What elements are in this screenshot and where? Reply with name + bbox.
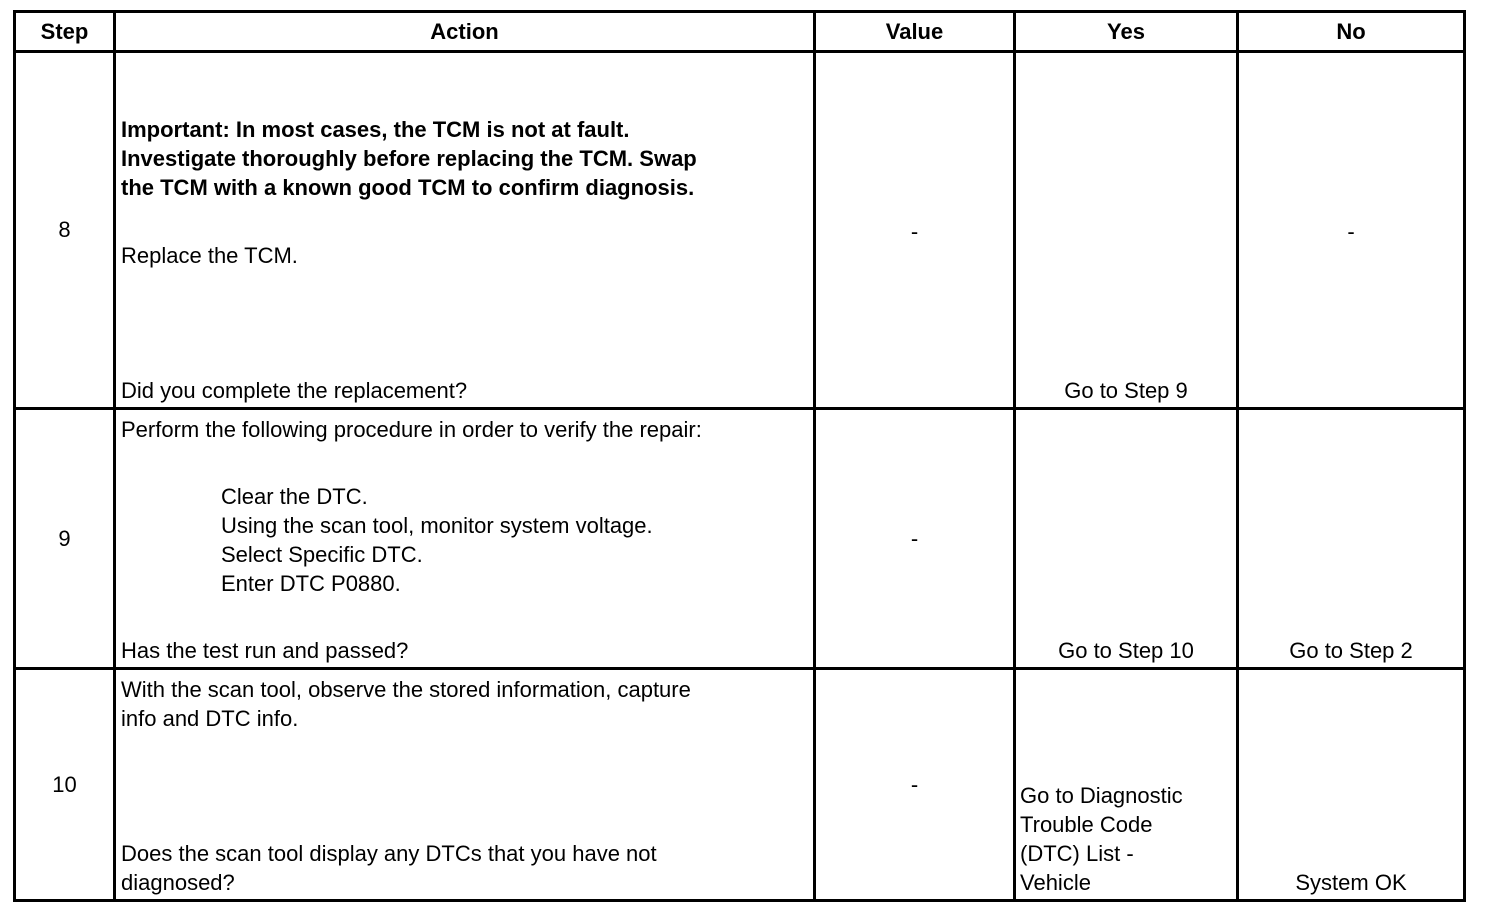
value-text: - (910, 772, 919, 797)
yes-line: (DTC) List - (1020, 841, 1134, 866)
value-text: - (910, 526, 919, 551)
yes-text: Go to Step 9 (1064, 378, 1188, 403)
yes-cell (1015, 409, 1238, 669)
yes-text: Go to Step 10 (1058, 638, 1194, 663)
step-cell (15, 52, 115, 409)
no-cell (1238, 669, 1465, 901)
diagnostic-table (13, 10, 1466, 902)
step-cell (15, 409, 115, 669)
action-cell (115, 409, 815, 669)
table-row (15, 52, 1465, 409)
step-number: 8 (58, 217, 71, 242)
important-line: Important: In most cases, the TCM is not at fault. (121, 117, 630, 142)
action-intro (121, 675, 807, 733)
question-text: Has the test run and passed? (121, 638, 409, 663)
question-line: Does the scan tool display any DTCs that you have not (121, 841, 657, 866)
intro-line: With the scan tool, observe the stored information, capture (121, 677, 691, 702)
header-action: Action (115, 12, 815, 52)
procedure-step: Using the scan tool, monitor system voltage. (221, 513, 653, 538)
question-text: Did you complete the replacement? (121, 378, 468, 403)
header-step: Step (15, 12, 115, 52)
question-line: diagnosed? (121, 870, 235, 895)
yes-text (1020, 781, 1183, 897)
important-note (121, 115, 807, 202)
step-cell (15, 669, 115, 901)
action-cell (115, 52, 815, 409)
yes-line: Vehicle (1020, 870, 1091, 895)
header-row (15, 12, 1465, 52)
action-cell (115, 669, 815, 901)
yes-cell (1015, 52, 1238, 409)
procedure-intro: Perform the following procedure in order to verify the repair: (121, 417, 702, 442)
yes-cell (1015, 669, 1238, 901)
step-number: 10 (52, 772, 77, 797)
question-text (121, 839, 807, 897)
no-cell (1238, 52, 1465, 409)
procedure-step: Enter DTC P0880. (221, 571, 401, 596)
no-text: System OK (1295, 870, 1407, 895)
value-cell (815, 669, 1015, 901)
yes-line: Trouble Code (1020, 812, 1153, 837)
yes-line: Go to Diagnostic (1020, 783, 1183, 808)
important-line: Investigate thoroughly before replacing the TCM. Swap (121, 146, 697, 171)
table-row (15, 409, 1465, 669)
header-value: Value (815, 12, 1015, 52)
header-yes: Yes (1015, 12, 1238, 52)
procedure-step: Clear the DTC. (221, 484, 368, 509)
header-no: No (1238, 12, 1465, 52)
value-cell (815, 52, 1015, 409)
intro-line: info and DTC info. (121, 706, 299, 731)
important-line: the TCM with a known good TCM to confirm diagnosis. (121, 175, 695, 200)
procedure-step: Select Specific DTC. (221, 542, 423, 567)
step-number: 9 (58, 526, 71, 551)
instruction-text: Replace the TCM. (121, 243, 298, 268)
value-cell (815, 409, 1015, 669)
no-text: - (1347, 219, 1355, 244)
value-text: - (910, 219, 919, 244)
procedure-list (121, 482, 807, 598)
table-row (15, 669, 1465, 901)
no-text: Go to Step 2 (1289, 638, 1413, 663)
no-cell (1238, 409, 1465, 669)
